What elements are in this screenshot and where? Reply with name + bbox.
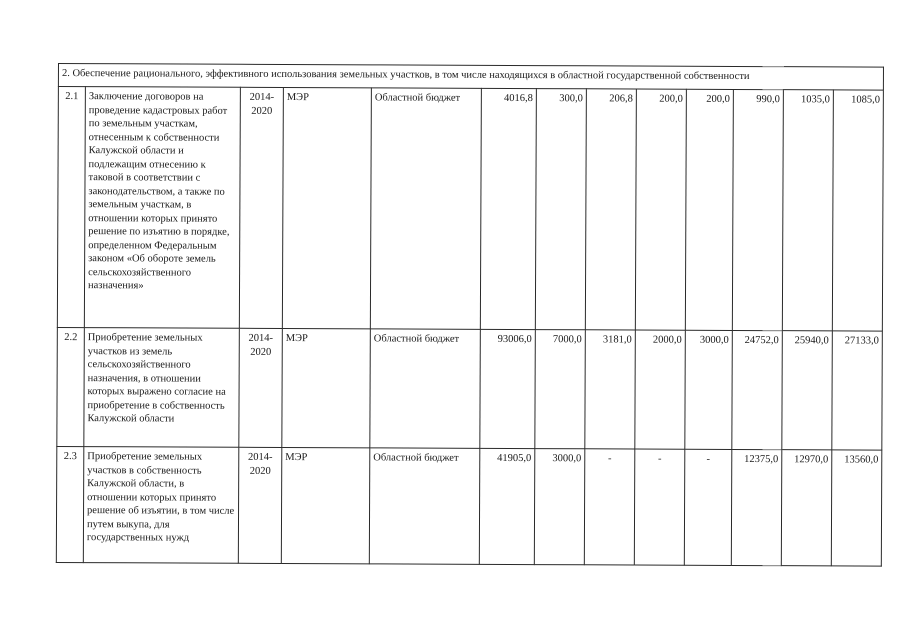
value-2014: 7000,0 — [535, 330, 586, 449]
executor: МЭР — [282, 87, 371, 328]
value-2017: 200,0 — [685, 89, 733, 330]
value-2015: - — [584, 449, 635, 565]
value-total: 93006,0 — [480, 329, 536, 448]
period: 2014-2020 — [238, 447, 282, 563]
value-2014: 300,0 — [535, 89, 586, 330]
row-number: 2.3 — [56, 446, 84, 562]
value-2020: 13560,0 — [831, 450, 882, 566]
measure-name: Заключение договоров на проведение кадастровых работ по земельным участкам, отнесенным к собственности Калужской области и подлежащим отнесению к таковой в соответствии с законодательством, а также по земельным участкам, в отношении которых принято решение по изъятию в порядке, определенном Федеральным законом «Об обороте земель сельскохозяйственного назначения» — [84, 87, 240, 329]
table-row — [57, 87, 883, 332]
value-2018: 990,0 — [732, 89, 783, 330]
table-row — [57, 327, 883, 450]
value-total: 41905,0 — [479, 448, 535, 564]
value-2016: 200,0 — [635, 89, 686, 330]
value-2019: 12970,0 — [781, 450, 832, 566]
funding-source: Областной бюджет — [370, 329, 481, 448]
row-number: 2.1 — [57, 87, 85, 328]
measure-name: Приобретение земельных участков из земель сельскохозяйственного назначения, в отношении которых выражено согласие на приобретение в собственность Калужской области — [84, 328, 240, 448]
period: 2014-2020 — [239, 87, 283, 328]
value-2014: 3000,0 — [534, 449, 585, 565]
value-total: 4016,8 — [480, 88, 536, 329]
period: 2014-2020 — [239, 328, 283, 447]
value-2016: 2000,0 — [635, 330, 686, 449]
value-2017: - — [684, 449, 732, 565]
measure-name: Приобретение земельных участков в собственность Калужской области, в отношении которых принято решение об изъятии, в том числе путем выкупа, для государственных нужд — [83, 447, 239, 564]
section-title: 2. Обеспечение рационального, эффективного использования земельных участков, в том числе находящихся в областной государственной собственности — [58, 64, 883, 91]
value-2020: 1085,0 — [832, 90, 883, 331]
funding-source: Областной бюджет — [370, 88, 481, 329]
executor: МЭР — [281, 447, 370, 563]
value-2020: 27133,0 — [832, 331, 883, 450]
funding-source: Областной бюджет — [369, 448, 480, 564]
row-number: 2.2 — [57, 327, 85, 446]
value-2016: - — [634, 449, 685, 565]
value-2017: 3000,0 — [685, 330, 733, 449]
value-2018: 24752,0 — [732, 330, 783, 449]
table-row — [56, 446, 882, 566]
value-2015: 3181,0 — [585, 330, 636, 449]
program-table — [56, 63, 884, 567]
executor: МЭР — [282, 328, 371, 447]
value-2019: 25940,0 — [782, 331, 833, 450]
value-2019: 1035,0 — [782, 90, 833, 331]
value-2018: 12375,0 — [731, 449, 782, 565]
value-2015: 206,8 — [585, 89, 636, 330]
